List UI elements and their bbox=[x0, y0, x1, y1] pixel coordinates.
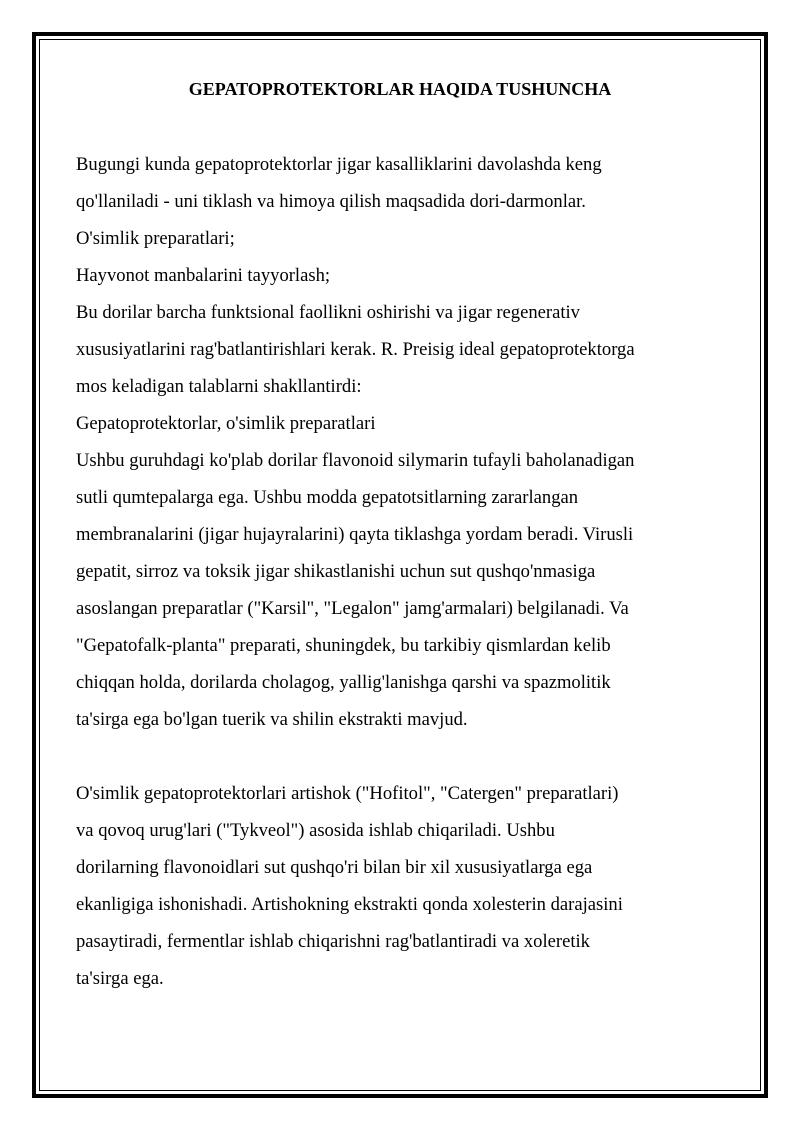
paragraph-1 bbox=[76, 146, 726, 738]
text-line: O'simlik gepatoprotektorlari artishok ("Hofitol", "Catergen" preparatlari) bbox=[76, 783, 619, 804]
text-line: O'simlik preparatlari; bbox=[76, 228, 235, 249]
text-line: gepatit, sirroz va toksik jigar shikastlanishi uchun sut qushqo'nmasiga bbox=[76, 561, 596, 582]
text-line: Bugungi kunda gepatoprotektorlar jigar kasalliklarini davolashda keng bbox=[76, 154, 602, 175]
text-line: qo'llaniladi - uni tiklash va himoya qilish maqsadida dori-darmonlar. bbox=[76, 191, 586, 212]
text-line: asoslangan preparatlar ("Karsil", "Legalon" jamg'armalari) belgilanadi. Va bbox=[76, 598, 629, 619]
text-line: Ushbu guruhdagi ko'plab dorilar flavonoid silymarin tufayli baholanadigan bbox=[76, 450, 635, 471]
text-line: membranalarini (jigar hujayralarini) qayta tiklashga yordam beradi. Virusli bbox=[76, 524, 634, 545]
paragraph-spacer bbox=[76, 738, 726, 775]
text-line: ta'sirga ega. bbox=[76, 968, 164, 989]
text-line: ta'sirga ega bo'lgan tuerik va shilin ekstrakti mavjud. bbox=[76, 709, 468, 730]
text-line: ekanligiga ishonishadi. Artishokning ekstrakti qonda xolesterin darajasini bbox=[76, 894, 623, 915]
text-line: Hayvonot manbalarini tayyorlash; bbox=[76, 265, 331, 286]
text-line: xususiyatlarini rag'batlantirishlari kerak. R. Preisig ideal gepatoprotektorga bbox=[76, 339, 635, 360]
text-line: mos keladigan talablarni shakllantirdi: bbox=[76, 376, 362, 397]
document-body bbox=[76, 146, 726, 997]
text-line: pasaytiradi, fermentlar ishlab chiqarishni rag'batlantiradi va xoleretik bbox=[76, 931, 590, 952]
text-line: sutli qumtepalarga ega. Ushbu modda gepatotsitlarning zararlangan bbox=[76, 487, 579, 508]
text-line: "Gepatofalk-planta" preparati, shuningdek, bu tarkibiy qismlardan kelib bbox=[76, 635, 611, 656]
document-title: GEPATOPROTEKTORLAR HAQIDA TUSHUNCHA bbox=[188, 79, 612, 99]
paragraph-2 bbox=[76, 775, 726, 997]
text-line: va qovoq urug'lari ("Tykveol") asosida ishlab chiqariladi. Ushbu bbox=[76, 820, 555, 841]
text-line: dorilarning flavonoidlari sut qushqo'ri bilan bir xil xususiyatlarga ega bbox=[76, 857, 593, 878]
text-line: Bu dorilar barcha funktsional faollikni oshirishi va jigar regenerativ bbox=[76, 302, 580, 323]
text-line: Gepatoprotektorlar, o'simlik preparatlari bbox=[76, 413, 376, 434]
text-line: chiqqan holda, dorilarda cholagog, yallig'lanishga qarshi va spazmolitik bbox=[76, 672, 611, 693]
